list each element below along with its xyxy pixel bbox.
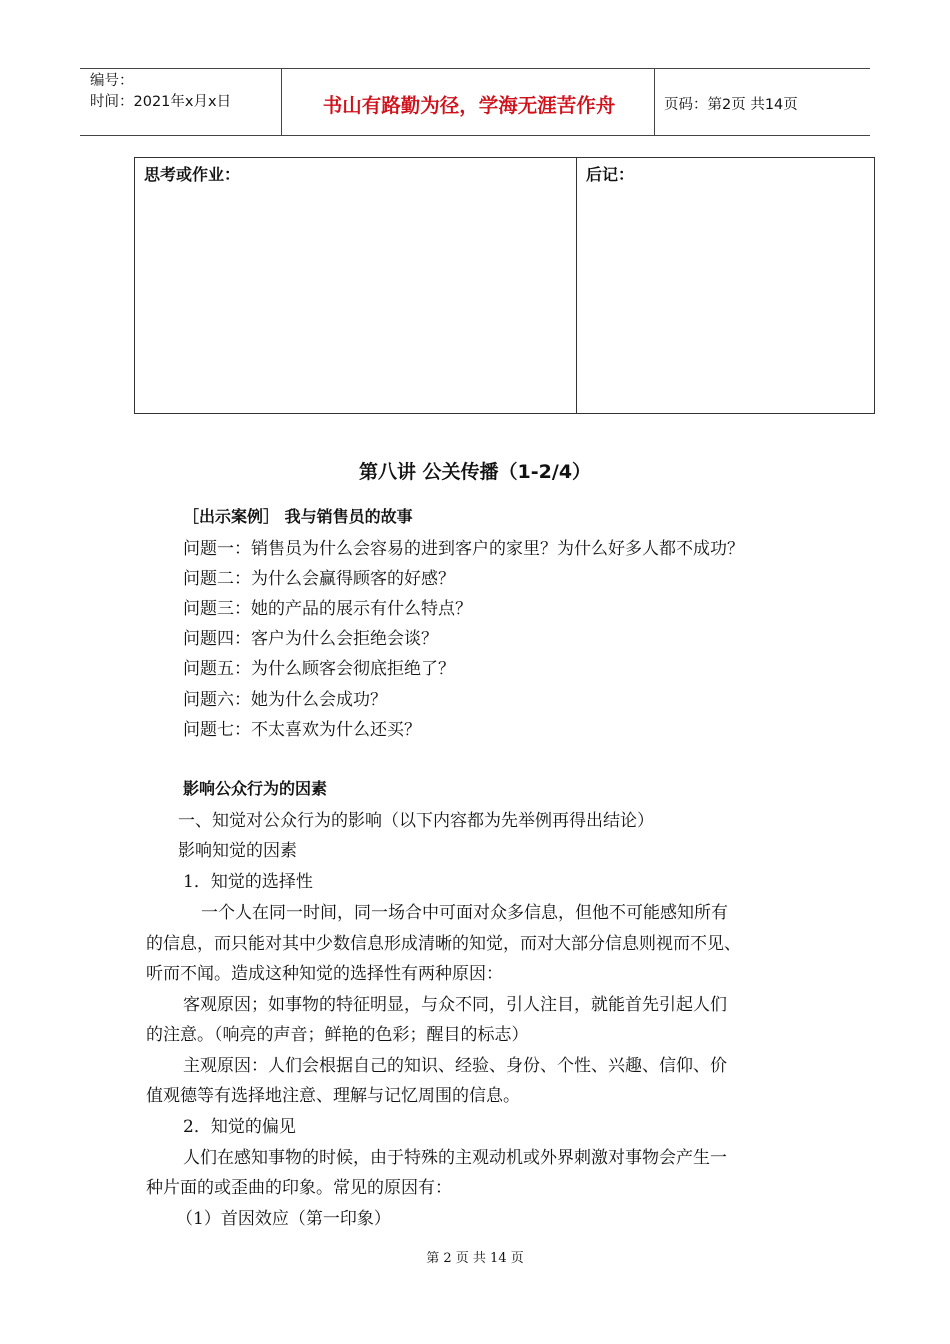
header-divider-right (654, 68, 655, 136)
body-line: 种片面的或歪曲的印象。常见的原因有： (146, 1178, 452, 1198)
header-bottom-rule (80, 135, 870, 136)
body-line: 影响知觉的因素 (178, 841, 297, 861)
number-label: 编号： (90, 73, 134, 89)
body-line: 1．知觉的选择性 (183, 872, 313, 892)
homework-label: 思考或作业： (144, 165, 241, 184)
case-heading: ［出示案例］ 我与销售员的故事 (183, 507, 413, 526)
notes-table-divider (576, 157, 577, 414)
body-line: 听而不闻。造成这种知觉的选择性有两种原因： (146, 964, 503, 984)
header-motto: 书山有路勤为径，学海无涯苦作舟 (322, 94, 616, 117)
question-4: 问题四：客户为什么会拒绝会谈？ (183, 629, 438, 649)
body-line: （1）首因效应（第一印象） (176, 1209, 391, 1229)
body-line: 客观原因；如事物的特征明显，与众不同，引人注目，就能首先引起人们 (183, 995, 727, 1015)
question-6: 问题六：她为什么会成功？ (183, 690, 387, 710)
header-divider-left (281, 68, 282, 136)
question-2: 问题二：为什么会赢得顾客的好感？ (183, 569, 455, 589)
body-line: 一、知觉对公众行为的影响（以下内容都为先举例再得出结论） (178, 811, 654, 831)
body-line: 值观德等有选择地注意、理解与记忆周围的信息。 (146, 1086, 520, 1106)
body-line: 主观原因：人们会根据自己的知识、经验、身份、个性、兴趣、信仰、价 (183, 1056, 727, 1076)
header-page-info: 页码：第2页 共14页 (664, 97, 798, 113)
body-line: 的信息，而只能对其中少数信息形成清晰的知觉，而对大部分信息则视而不见、 (146, 934, 741, 954)
lecture-title: 第八讲 公关传播（1-2/4） (358, 461, 592, 483)
header-left-cell (90, 71, 231, 113)
section-heading: 影响公众行为的因素 (183, 779, 328, 798)
body-line: 人们在感知事物的时候，由于特殊的主观动机或外界刺激对事物会产生一 (183, 1148, 727, 1168)
body-line: 2．知觉的偏见 (183, 1117, 296, 1137)
page-footer: 第 2 页 共 14 页 (426, 1251, 524, 1266)
header-top-rule (80, 68, 870, 69)
body-line: 一个人在同一时间，同一场合中可面对众多信息，但他不可能感知所有 (201, 903, 728, 923)
time-label: 时间：2021年x月x日 (90, 94, 232, 110)
notes-table (134, 157, 875, 414)
postscript-label: 后记： (586, 165, 635, 184)
body-line: 的注意。（响亮的声音；鲜艳的色彩；醒目的标志） (146, 1025, 529, 1045)
question-3: 问题三：她的产品的展示有什么特点？ (183, 599, 472, 619)
question-1: 问题一：销售员为什么会容易的进到客户的家里？为什么好多人都不成功？ (183, 539, 744, 559)
question-7: 问题七：不太喜欢为什么还买？ (183, 720, 421, 740)
question-5: 问题五：为什么顾客会彻底拒绝了？ (183, 659, 455, 679)
